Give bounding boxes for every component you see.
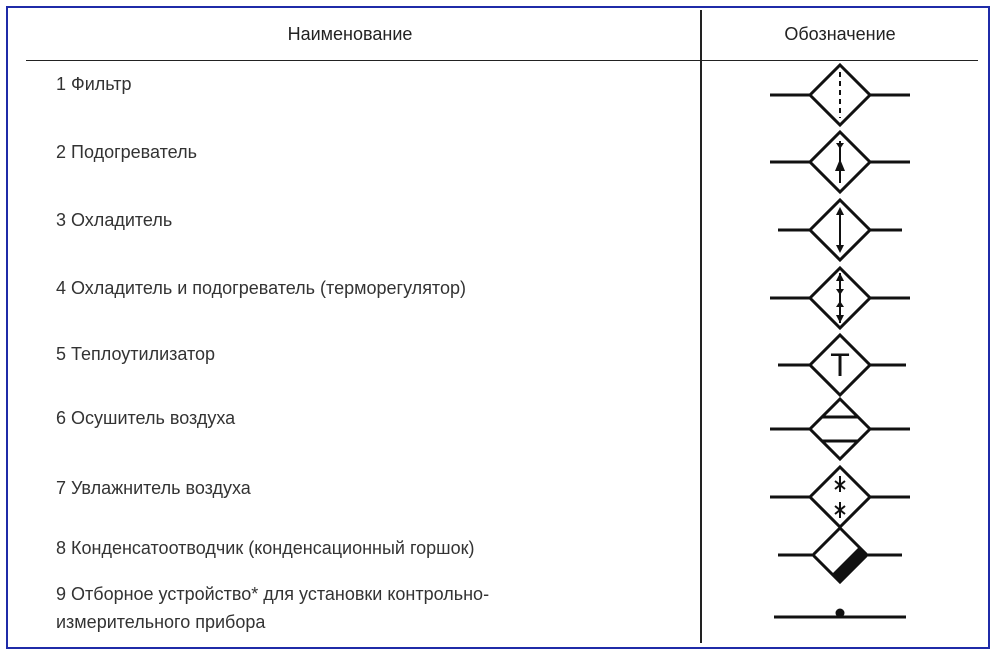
row-label-7: 7 Увлажнитель воздуха <box>56 478 251 498</box>
row-label-5: 5 Теплоутилизатор <box>56 344 216 364</box>
cooler-icon <box>760 195 920 265</box>
row-label-3: 3 Охладитель <box>56 210 173 230</box>
row-label-9-line1: 9 Отборное устройство* для установки контрольно- <box>56 584 490 604</box>
row-label-4: 4 Охладитель и подогреватель (терморегулятор) <box>56 278 466 298</box>
heat-recovery-icon <box>760 330 920 400</box>
heater-icon <box>760 127 920 197</box>
filter-icon <box>760 60 920 130</box>
row-label-8: 8 Конденсатоотводчик (конденсационный горшок) <box>56 538 475 558</box>
thermoregulator-icon <box>760 263 920 333</box>
header-symbol: Обозначение <box>784 24 896 44</box>
row-label-2: 2 Подогреватель <box>56 142 197 162</box>
row-label-9-line2: измерительного прибора <box>56 612 266 632</box>
header-name: Наименование <box>287 24 413 44</box>
sampling-device-icon <box>760 575 920 645</box>
row-label-6: 6 Осушитель воздуха <box>56 408 236 428</box>
column-separator <box>700 10 702 643</box>
row-label-9 <box>56 580 489 636</box>
air-dryer-icon <box>760 394 920 464</box>
heat-recovery-letter: T <box>830 347 850 383</box>
row-label-1: 1 Фильтр <box>56 74 132 94</box>
